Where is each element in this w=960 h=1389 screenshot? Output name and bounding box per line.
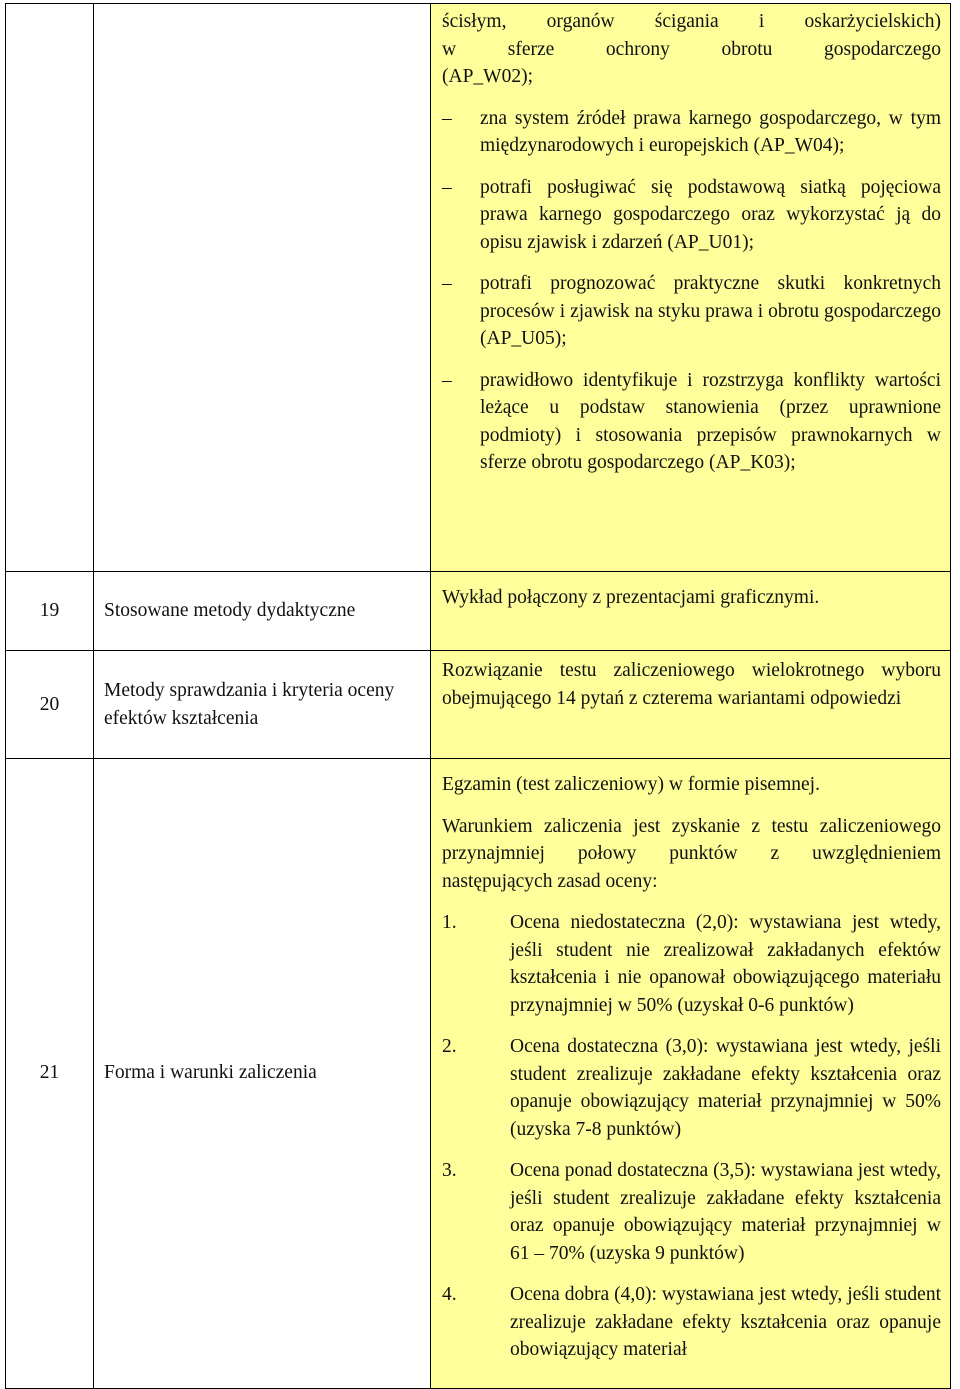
row-content [431,572,951,651]
grade-number: 3. [442,1160,457,1181]
table-row-learning-outcomes [6,4,951,572]
intro-line: ścisłym, organów ścigania i oskarżycielskich) [442,11,941,32]
grade-item [442,1281,941,1364]
row-content [431,651,951,759]
row-content [431,759,951,1389]
grade-text: Ocena niedostateczna (2,0): wystawiana jest wtedy, jeśli student nie zrealizował zakładanych efektów kształcenia i nie opanował obowiązującego materiału przynajmniej w 50% (uzyskał 0-6 punktów) [510,912,941,1016]
list-item-text: prawidłowo identyfikuje i rozstrzyga konflikty wartości leżące u podstaw stanowienia (przez uprawnione podmioty) i stosowania przepisów prawnokarnych w sferze obrotu gospodarczego (AP_K03); [480,369,941,473]
row-label: Forma i warunki zaliczenia [94,759,431,1389]
dash-bullet: – [442,369,452,391]
intro-line: w sferze ochrony obrotu gospodarczego [442,38,941,60]
list-item-text: potrafi posługiwać się podstawową siatką pojęciowa prawa karnego gospodarczego oraz wykorzystać ją do opisu zjawisk i zdarzeń (AP_U01); [480,176,941,253]
row-number: 20 [6,651,94,759]
list-item [442,105,941,160]
list-item-text: potrafi prognozować praktyczne skutki konkretnych procesów i zjawisk na styku prawa i obrotu gospodarczego (AP_U05); [480,273,941,349]
pass-condition-text: Warunkiem zaliczenia jest zyskanie z testu zaliczeniowego przynajmniej połowy punktów z uwzględnieniem następujących zasad oceny: [442,815,941,892]
exam-form-text: Egzamin (test zaliczeniowy) w formie pisemnej. [442,774,820,795]
grade-text: Ocena ponad dostateczna (3,5): wystawiana jest wtedy, jeśli student zrealizuje zakładane efekty kształcenia oraz opanuje obowiązujący materiał przynajmniej w 61 – 70% (uzyska 9 punktów) [510,1160,941,1264]
grade-text: Ocena dobra (4,0): wystawiana jest wtedy, jeśli student zrealizuje zakładane efekty kształcenia oraz opanuje obowiązujący materiał [510,1284,941,1360]
dash-bullet: – [442,176,452,198]
row-label: Stosowane metody dydaktyczne [94,572,431,651]
grade-number: 2. [442,1036,457,1057]
learning-outcomes-cell [431,4,951,572]
row-number: 21 [6,759,94,1389]
intro-line: (AP_W02); [442,66,533,87]
list-item [442,367,941,477]
grade-number: 4. [442,1284,457,1305]
list-item [442,174,941,257]
row-label-empty [94,4,431,572]
dash-bullet: – [442,273,452,294]
table-row-20 [6,651,951,759]
row-number: 19 [6,572,94,651]
grade-item [442,909,941,1019]
teaching-methods-text: Wykład połączony z prezentacjami graficznymi. [442,587,820,608]
grade-item [442,1157,941,1267]
table-row-19 [6,572,951,651]
assessment-methods-text: Rozwiązanie testu zaliczeniowego wielokrotnego wyboru obejmującego 14 pytań z czterema wariantami odpowiedzi [442,660,941,709]
grade-item [442,1033,941,1143]
grade-number: 1. [442,912,457,933]
list-item [442,270,941,353]
syllabus-table [5,3,951,1389]
row-label: Metody sprawdzania i kryteria oceny efektów kształcenia [94,651,431,759]
list-item-text: zna system źródeł prawa karnego gospodarczego, w tym międzynarodowych i europejskich (AP_W04); [480,107,941,156]
row-number-empty [6,4,94,572]
dash-bullet: – [442,107,452,129]
grade-text: Ocena dostateczna (3,0): wystawiana jest wtedy, jeśli student zrealizuje zakładane efekty kształcenia oraz opanuje obowiązujący materiał przynajmniej w 50% (uzyska 7-8 punktów) [510,1036,941,1140]
table-row-21 [6,759,951,1389]
